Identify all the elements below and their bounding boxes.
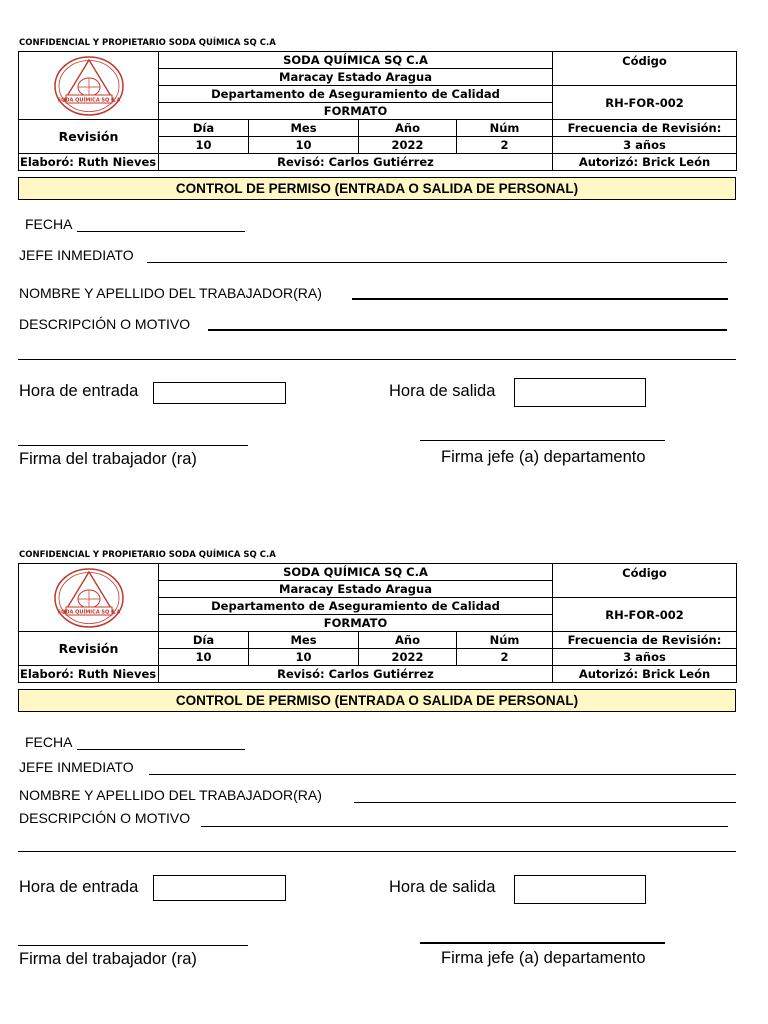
- freq-label: Frecuencia de Revisión:: [553, 120, 737, 137]
- freq-label: Frecuencia de Revisión:: [553, 632, 737, 649]
- nombre-line[interactable]: [352, 298, 728, 300]
- elaboro: Elaboró: Ruth Nieves: [19, 154, 159, 171]
- header-table: [18, 51, 737, 171]
- descripcion-line[interactable]: [208, 329, 727, 331]
- hora-entrada-box[interactable]: [153, 382, 286, 404]
- fecha-line[interactable]: [77, 749, 245, 750]
- reviso: Revisó: Carlos Gutiérrez: [159, 154, 553, 171]
- hora-entrada-box[interactable]: [153, 875, 286, 901]
- company-name: SODA QUÍMICA SQ C.A: [159, 52, 553, 69]
- header-table: [18, 563, 737, 683]
- ano-label: Año: [359, 120, 457, 137]
- ano-value: 2022: [359, 649, 457, 666]
- dia-label: Día: [159, 632, 249, 649]
- doc-type: FORMATO: [159, 615, 553, 632]
- logo-text: SODA QUÍMICA SQ C.A: [57, 609, 120, 615]
- hora-salida-box[interactable]: [514, 875, 646, 904]
- company-logo: [19, 52, 159, 120]
- department-name: Departamento de Aseguramiento de Calidad: [159, 86, 553, 103]
- code-value: RH-FOR-002: [553, 598, 737, 632]
- company-name: SODA QUÍMICA SQ C.A: [159, 564, 553, 581]
- mes-label: Mes: [249, 120, 359, 137]
- nombre-label: NOMBRE Y APELLIDO DEL TRABAJADOR(RA): [19, 787, 322, 803]
- num-value: 2: [457, 649, 553, 666]
- company-location: Maracay Estado Aragua: [159, 581, 553, 598]
- descripcion-label: DESCRIPCIÓN O MOTIVO: [19, 810, 191, 826]
- elaboro: Elaboró: Ruth Nieves: [19, 666, 159, 683]
- autorizo: Autorizó: Brick León: [553, 666, 737, 683]
- code-label: Código: [553, 52, 737, 86]
- descripcion-line-2[interactable]: [18, 851, 736, 852]
- firma-jefe-label: Firma jefe (a) departamento: [441, 448, 646, 466]
- fecha-line[interactable]: [77, 231, 245, 232]
- mes-label: Mes: [249, 632, 359, 649]
- descripcion-label: DESCRIPCIÓN O MOTIVO: [19, 316, 191, 332]
- descripcion-line-2[interactable]: [18, 359, 736, 360]
- firma-jefe-line[interactable]: [420, 942, 665, 944]
- logo-text: SODA QUÍMICA SQ C.A: [57, 97, 120, 103]
- doc-type: FORMATO: [159, 103, 553, 120]
- department-name: Departamento de Aseguramiento de Calidad: [159, 598, 553, 615]
- form-title: CONTROL DE PERMISO (ENTRADA O SALIDA DE PERSONAL): [18, 689, 736, 712]
- jefe-label: JEFE INMEDIATO: [19, 247, 134, 263]
- hora-salida-label: Hora de salida: [389, 878, 496, 896]
- hora-entrada-label: Hora de entrada: [19, 382, 139, 400]
- hora-salida-box[interactable]: [514, 378, 646, 407]
- code-label: Código: [553, 564, 737, 598]
- dia-value: 10: [159, 137, 249, 154]
- jefe-line[interactable]: [147, 262, 727, 263]
- firma-trabajador-label: Firma del trabajador (ra): [19, 450, 197, 468]
- freq-value: 3 años: [553, 649, 737, 666]
- nombre-label: NOMBRE Y APELLIDO DEL TRABAJADOR(RA): [19, 285, 322, 301]
- reviso: Revisó: Carlos Gutiérrez: [159, 666, 553, 683]
- autorizo: Autorizó: Brick León: [553, 154, 737, 171]
- revision-label: Revisión: [19, 632, 159, 666]
- ano-label: Año: [359, 632, 457, 649]
- confidential-note: CONFIDENCIAL Y PROPIETARIO SODA QUÍMICA SQ C.A: [19, 550, 276, 560]
- descripcion-line[interactable]: [201, 826, 728, 827]
- dia-value: 10: [159, 649, 249, 666]
- firma-trabajador-line[interactable]: [18, 945, 248, 946]
- hora-entrada-label: Hora de entrada: [19, 878, 139, 896]
- mes-value: 10: [249, 649, 359, 666]
- fecha-label: FECHA: [25, 734, 73, 750]
- code-value: RH-FOR-002: [553, 86, 737, 120]
- freq-value: 3 años: [553, 137, 737, 154]
- num-label: Núm: [457, 632, 553, 649]
- revision-label: Revisión: [19, 120, 159, 154]
- confidential-note: CONFIDENCIAL Y PROPIETARIO SODA QUÍMICA SQ C.A: [19, 38, 276, 48]
- hora-salida-label: Hora de salida: [389, 382, 496, 400]
- nombre-line[interactable]: [354, 802, 736, 803]
- form-title: CONTROL DE PERMISO (ENTRADA O SALIDA DE PERSONAL): [18, 177, 736, 200]
- mes-value: 10: [249, 137, 359, 154]
- jefe-label: JEFE INMEDIATO: [19, 759, 134, 775]
- num-value: 2: [457, 137, 553, 154]
- company-location: Maracay Estado Aragua: [159, 69, 553, 86]
- firma-trabajador-line[interactable]: [18, 445, 248, 446]
- jefe-line[interactable]: [149, 774, 736, 775]
- firma-trabajador-label: Firma del trabajador (ra): [19, 950, 197, 968]
- dia-label: Día: [159, 120, 249, 137]
- permit-form-1: [0, 0, 768, 470]
- ano-value: 2022: [359, 137, 457, 154]
- permit-form-2: [0, 512, 768, 982]
- firma-jefe-label: Firma jefe (a) departamento: [441, 949, 646, 967]
- num-label: Núm: [457, 120, 553, 137]
- company-logo: [19, 564, 159, 632]
- fecha-label: FECHA: [25, 216, 73, 232]
- firma-jefe-line[interactable]: [420, 440, 665, 441]
